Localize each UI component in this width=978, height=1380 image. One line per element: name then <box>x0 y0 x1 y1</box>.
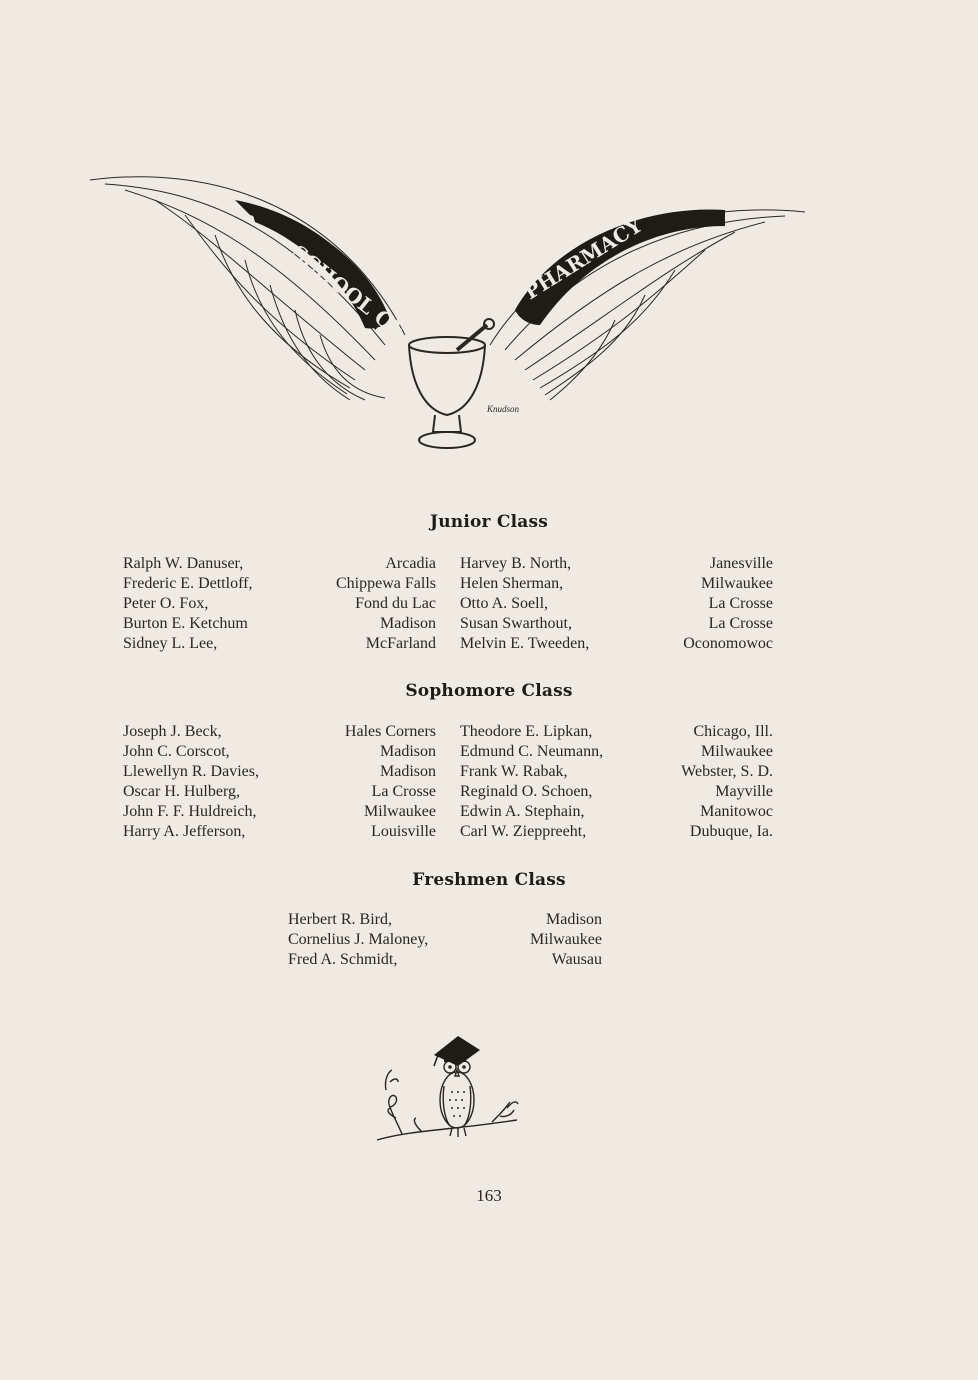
list-item <box>460 782 773 802</box>
list-item <box>123 722 436 742</box>
list-item <box>123 822 436 842</box>
student-name: Joseph J. Beck, <box>123 723 222 740</box>
list-item <box>460 722 773 742</box>
student-town: McFarland <box>365 635 436 652</box>
list-item <box>123 802 436 822</box>
student-name: Oscar H. Hulberg, <box>123 783 241 800</box>
student-town: Milwaukee <box>701 575 773 592</box>
student-name: Cornelius J. Maloney, <box>288 931 429 948</box>
student-town: Mayville <box>715 783 773 800</box>
student-name: Edmund C. Neumann, <box>460 743 604 760</box>
list-item <box>123 614 436 634</box>
student-name: Edwin A. Stephain, <box>460 803 585 820</box>
sophomore-left-column <box>123 722 436 842</box>
student-name: Fred A. Schmidt, <box>288 951 398 968</box>
list-item <box>123 762 436 782</box>
list-item <box>460 802 773 822</box>
student-town: La Crosse <box>371 783 436 800</box>
student-town: Dubuque, Ia. <box>689 823 773 840</box>
student-name: Melvin E. Tweeden, <box>460 635 590 652</box>
student-name: Llewellyn R. Davies, <box>123 763 259 780</box>
student-town: La Crosse <box>708 615 773 632</box>
student-town: Milwaukee <box>530 931 602 948</box>
student-name: Otto A. Soell, <box>460 595 549 612</box>
list-item <box>123 782 436 802</box>
list-item <box>123 742 436 762</box>
list-item <box>288 930 602 950</box>
student-town: Wausau <box>551 951 602 968</box>
student-name: Peter O. Fox, <box>123 595 209 612</box>
student-town: Hales Corners <box>344 723 436 740</box>
svg-text:SCHOOL OF: SCHOOL OF <box>286 240 410 344</box>
list-item <box>460 554 773 574</box>
page-number: 163 <box>476 1186 502 1205</box>
student-name: Helen Sherman, <box>460 575 564 592</box>
student-town: Madison <box>380 763 436 780</box>
student-town: Chicago, Ill. <box>693 723 773 740</box>
svg-text:PHARMACY: PHARMACY <box>519 212 647 305</box>
list-item <box>288 950 602 970</box>
list-item <box>123 574 436 594</box>
list-item <box>460 762 773 782</box>
student-town: Milwaukee <box>701 743 773 760</box>
student-name: Carl W. Zieppreeht, <box>460 823 587 840</box>
student-name: Herbert R. Bird, <box>288 911 392 928</box>
student-town: Louisville <box>371 823 436 840</box>
list-item <box>123 554 436 574</box>
student-town: Webster, S. D. <box>681 763 773 780</box>
student-town: Madison <box>380 743 436 760</box>
student-name: Reginald O. Schoen, <box>460 783 593 800</box>
winged-mortar-illustration <box>85 160 810 465</box>
list-item <box>123 594 436 614</box>
student-town: Chippewa Falls <box>336 575 436 592</box>
student-town: Madison <box>546 911 602 928</box>
student-name: Sidney L. Lee, <box>123 635 218 652</box>
svg-text:Knudson: Knudson <box>487 404 520 414</box>
freshmen-class-heading: Freshmen Class <box>412 870 566 890</box>
student-name: Harvey B. North, <box>460 555 572 572</box>
student-town: La Crosse <box>708 595 773 612</box>
junior-right-column <box>460 554 773 654</box>
student-name: Frank W. Rabak, <box>460 763 568 780</box>
student-town: Arcadia <box>385 555 436 572</box>
list-item <box>460 742 773 762</box>
student-town: Oconomowoc <box>683 635 773 652</box>
owl-on-branch-illustration <box>372 1022 522 1147</box>
list-item <box>460 574 773 594</box>
sophomore-class-heading: Sophomore Class <box>405 681 573 701</box>
junior-class-heading: Junior Class <box>430 512 548 532</box>
list-item <box>460 594 773 614</box>
student-town: Fond du Lac <box>355 595 436 612</box>
freshmen-column <box>288 910 602 970</box>
list-item <box>460 634 773 654</box>
student-name: Harry A. Jefferson, <box>123 823 246 840</box>
student-town: Madison <box>380 615 436 632</box>
list-item <box>460 822 773 842</box>
student-name: Frederic E. Dettloff, <box>123 575 253 592</box>
list-item <box>123 634 436 654</box>
student-name: John F. F. Huldreich, <box>123 803 257 820</box>
student-name: John C. Corscot, <box>123 743 230 760</box>
student-town: Janesville <box>709 555 773 572</box>
student-town: Milwaukee <box>364 803 436 820</box>
student-name: Susan Swarthout, <box>460 615 572 632</box>
student-name: Burton E. Ketchum <box>123 615 248 632</box>
student-name: Theodore E. Lipkan, <box>460 723 593 740</box>
student-town: Manitowoc <box>700 803 773 820</box>
sophomore-right-column <box>460 722 773 842</box>
list-item <box>288 910 602 930</box>
list-item <box>460 614 773 634</box>
student-name: Ralph W. Danuser, <box>123 555 244 572</box>
junior-left-column <box>123 554 436 654</box>
